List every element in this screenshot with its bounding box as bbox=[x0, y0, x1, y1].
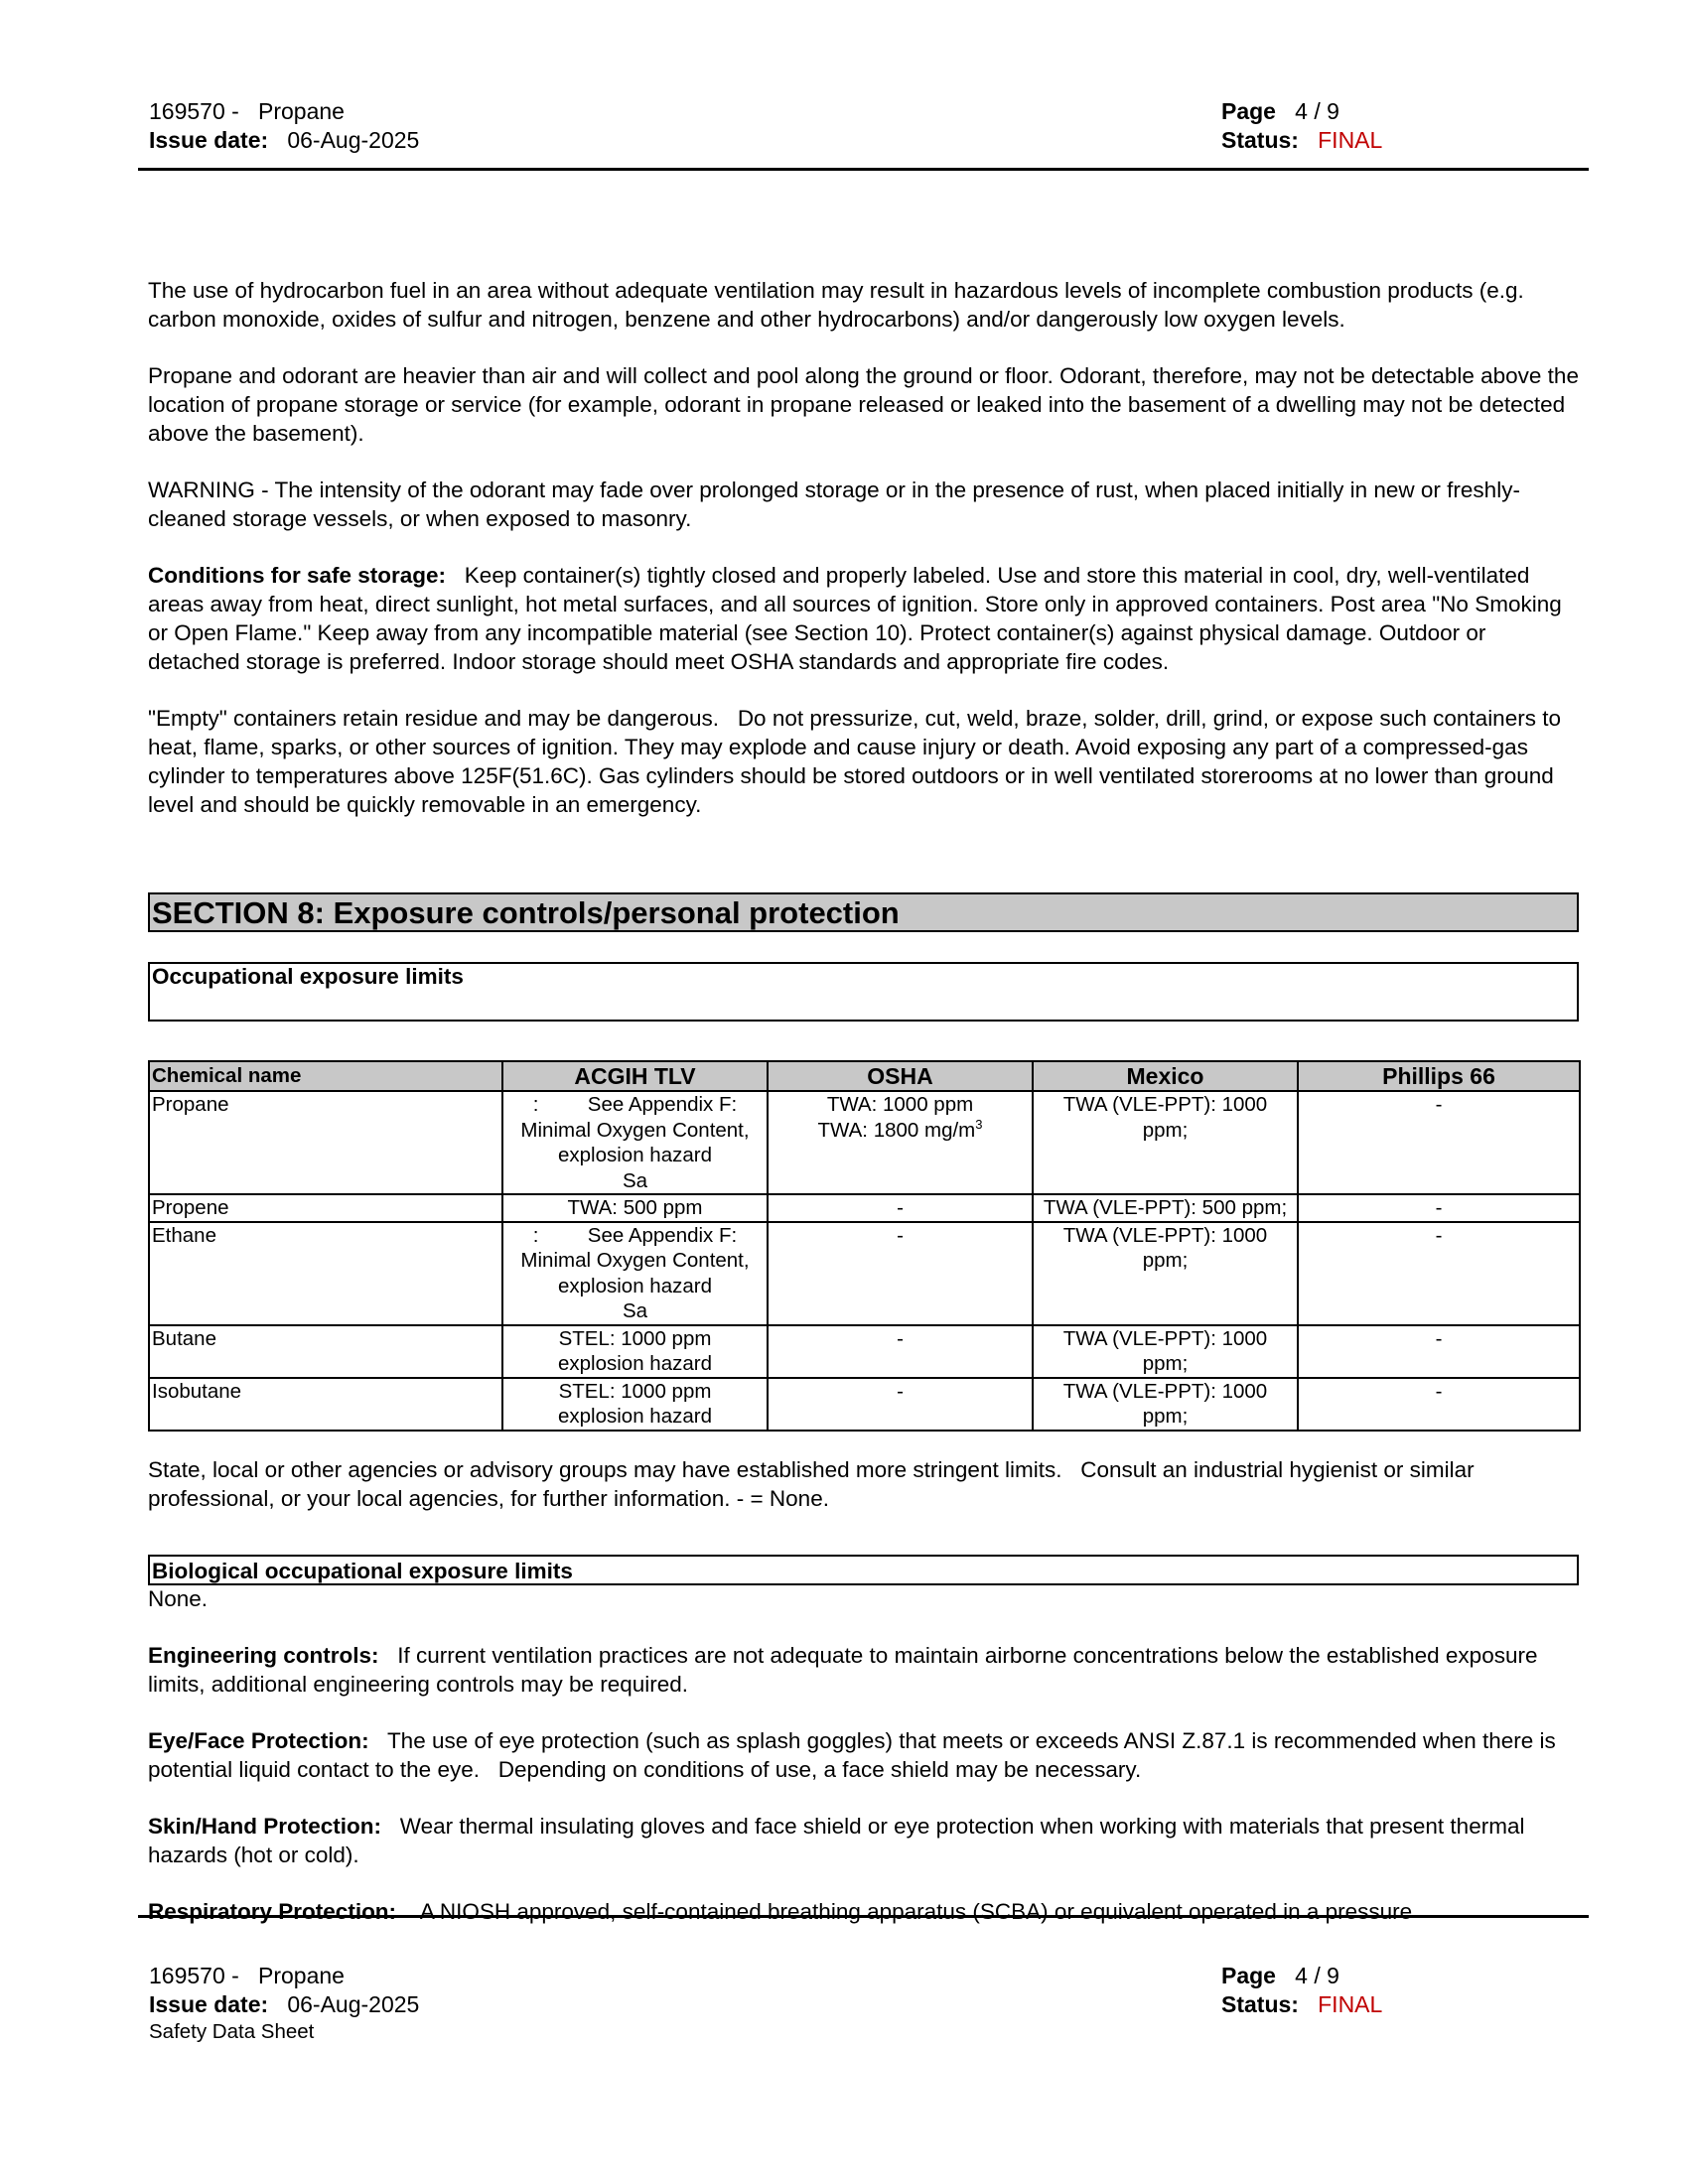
phillips66-cell: - bbox=[1298, 1222, 1580, 1325]
acgih-cell bbox=[502, 1222, 768, 1325]
engineering-paragraph bbox=[148, 1641, 1583, 1699]
table-row bbox=[149, 1222, 1580, 1325]
mexico-cell bbox=[1033, 1194, 1298, 1222]
storage-text-block bbox=[148, 276, 1583, 847]
status-value: FINAL bbox=[1318, 127, 1383, 153]
acgih-line: explosion hazard bbox=[558, 1405, 712, 1428]
osha-line: - bbox=[897, 1379, 904, 1403]
product-name: Propane bbox=[257, 98, 345, 124]
acgih-line: TWA: 500 ppm bbox=[567, 1196, 703, 1219]
acgih-cell bbox=[502, 1194, 768, 1222]
skin-label: Skin/Hand Protection: bbox=[148, 1814, 382, 1839]
mexico-line: TWA (VLE-PPT): 1000 bbox=[1062, 1223, 1268, 1247]
acgih-line: Sa bbox=[622, 1168, 648, 1192]
footer-rule bbox=[138, 1915, 1589, 1918]
safe-storage-text: Keep container(s) tightly closed and properly labeled. Use and store this material in cool, dry, well-ventilated areas away from heat, direct sunlight, hot metal surfaces, and all sources of ignition. Store only in approved containers. Post area "No Smoking or Open Flame." Keep away from any incompatible material (see Section 10). Protect container(s) against physical damage. Outdoor or detached storage is preferred. Indoor storage should meet OSHA standards and appropriate fire codes. bbox=[148, 563, 1562, 674]
col-header-phillips66: Phillips 66 bbox=[1298, 1061, 1580, 1091]
osha-line: - bbox=[897, 1326, 904, 1350]
skin-paragraph bbox=[148, 1812, 1583, 1869]
acgih-colon: : bbox=[532, 1223, 539, 1247]
safe-storage-paragraph bbox=[148, 561, 1583, 676]
acgih-line: explosion hazard bbox=[558, 1274, 712, 1297]
acgih-line: See Appendix F: bbox=[587, 1223, 738, 1247]
footer-status-label: Status: bbox=[1221, 1991, 1299, 2017]
exposure-limits-table bbox=[148, 1060, 1581, 1432]
osha-cell bbox=[768, 1091, 1033, 1194]
respiratory-text: A NIOSH approved, self-contained breathing apparatus (SCBA) or equivalent operated in a pressure bbox=[419, 1899, 1413, 1924]
oel-box bbox=[148, 962, 1579, 1022]
chemical-name: Butane bbox=[149, 1325, 502, 1378]
acgih-line: explosion hazard bbox=[558, 1352, 712, 1375]
mexico-line: TWA (VLE-PPT): 1000 bbox=[1062, 1093, 1268, 1116]
footer-issue-date: 06-Aug-2025 bbox=[287, 1991, 420, 2017]
empty-containers-text-b: Do not pressurize, cut, weld, braze, solder, drill, grind, or expose such containers to heat, flame, sparks, or other sources of ignition. They may explode and cause injury or death. Avoid exposing any part of a compressed-gas cylinder to temperatures above 125F(51.6C). Gas cylinders should be stored outdoors or in well ventilated storerooms at no lower than ground level and should be quickly removable in an emergency. bbox=[148, 706, 1561, 817]
ventilation-paragraph: The use of hydrocarbon fuel in an area without adequate ventilation may result in hazardous levels of incomplete combustion products (e.g. carbon monoxide, oxides of sulfur and nitrogen, benzene and other hydrocarbons) and/or dangerously low oxygen levels. bbox=[148, 278, 1524, 332]
mexico-cell bbox=[1033, 1091, 1298, 1194]
odorant-paragraph: Propane and odorant are heavier than air and will collect and pool along the ground or floor. Odorant, therefore, may not be detectable above the location of propane storage or service (for example, odorant in propane released or leaked into the basement of a dwelling may not be detected above the basement). bbox=[148, 363, 1579, 446]
osha-cell bbox=[768, 1222, 1033, 1325]
chemical-name: Isobutane bbox=[149, 1378, 502, 1431]
footer-doc-id: 169570 - bbox=[149, 1963, 239, 1988]
phillips66-cell: - bbox=[1298, 1378, 1580, 1431]
acgih-colon: : bbox=[532, 1093, 539, 1116]
col-header-osha: OSHA bbox=[768, 1061, 1033, 1091]
engineering-text: If current ventilation practices are not adequate to maintain airborne concentrations below the established exposure limits, additional engineering controls may be required. bbox=[148, 1643, 1538, 1697]
table-row bbox=[149, 1194, 1580, 1222]
table-row bbox=[149, 1378, 1580, 1431]
osha-superscript: 3 bbox=[975, 1116, 983, 1132]
table-row bbox=[149, 1091, 1580, 1194]
issue-label: Issue date: bbox=[149, 127, 269, 153]
mexico-line: TWA (VLE-PPT): 1000 bbox=[1062, 1326, 1268, 1350]
mexico-line: ppm; bbox=[1142, 1405, 1189, 1428]
acgih-cell bbox=[502, 1378, 768, 1431]
eye-text-b: Depending on conditions of use, a face shield may be necessary. bbox=[497, 1757, 1142, 1782]
respiratory-paragraph bbox=[148, 1897, 1583, 1926]
mexico-line: ppm; bbox=[1142, 1249, 1189, 1272]
chemical-name: Propane bbox=[149, 1091, 502, 1194]
chemical-name: Ethane bbox=[149, 1222, 502, 1325]
osha-cell bbox=[768, 1325, 1033, 1378]
section-8-heading: SECTION 8: Exposure controls/personal protection bbox=[148, 892, 1579, 932]
acgih-line: See Appendix F: bbox=[587, 1093, 738, 1116]
footer-sds-label: Safety Data Sheet bbox=[149, 2020, 315, 2043]
bio-oel-value: None. bbox=[148, 1586, 209, 1611]
oel-label: Occupational exposure limits bbox=[152, 964, 464, 989]
footer-status-value: FINAL bbox=[1318, 1991, 1383, 2017]
eye-label: Eye/Face Protection: bbox=[148, 1728, 369, 1753]
skin-text: Wear thermal insulating gloves and face shield or eye protection when working with materials that present thermal hazards (hot or cold). bbox=[148, 1814, 1525, 1867]
engineering-label: Engineering controls: bbox=[148, 1643, 379, 1668]
phillips66-cell: - bbox=[1298, 1194, 1580, 1222]
osha-line: - bbox=[897, 1196, 904, 1219]
eye-paragraph bbox=[148, 1726, 1583, 1784]
acgih-line: Minimal Oxygen Content, bbox=[520, 1118, 750, 1142]
osha-line: TWA: 1800 mg/m bbox=[817, 1118, 976, 1142]
chemical-name: Propene bbox=[149, 1194, 502, 1222]
acgih-line: Minimal Oxygen Content, bbox=[520, 1249, 750, 1272]
acgih-cell bbox=[502, 1091, 768, 1194]
acgih-line: Sa bbox=[622, 1299, 648, 1322]
footer-issue-label: Issue date: bbox=[149, 1991, 269, 2017]
doc-id: 169570 - bbox=[149, 98, 239, 124]
phillips66-cell: - bbox=[1298, 1325, 1580, 1378]
empty-containers-text-a: "Empty" containers retain residue and may be dangerous. bbox=[148, 706, 720, 731]
bio-oel-box bbox=[148, 1555, 1579, 1585]
empty-containers-paragraph bbox=[148, 704, 1583, 819]
bio-oel-label: Biological occupational exposure limits bbox=[152, 1559, 573, 1583]
mexico-cell bbox=[1033, 1325, 1298, 1378]
acgih-cell bbox=[502, 1325, 768, 1378]
mexico-line: ppm; bbox=[1142, 1118, 1189, 1142]
osha-line: - bbox=[897, 1223, 904, 1247]
limits-note bbox=[148, 1455, 1583, 1541]
mexico-cell bbox=[1033, 1378, 1298, 1431]
col-header-chemical: Chemical name bbox=[149, 1061, 502, 1091]
col-header-mexico: Mexico bbox=[1033, 1061, 1298, 1091]
header-rule bbox=[138, 168, 1589, 171]
osha-cell bbox=[768, 1194, 1033, 1222]
table-row bbox=[149, 1325, 1580, 1378]
eye-text-a: The use of eye protection (such as splash goggles) that meets or exceeds ANSI Z.87.1 is recommended when there is potential liquid contact to the eye. bbox=[148, 1728, 1556, 1782]
footer-page-number: 4 / 9 bbox=[1295, 1963, 1339, 1988]
acgih-line: STEL: 1000 ppm bbox=[558, 1379, 712, 1403]
mexico-line: TWA (VLE-PPT): 1000 bbox=[1062, 1379, 1268, 1403]
acgih-line: STEL: 1000 ppm bbox=[558, 1326, 712, 1350]
limits-note-a: State, local or other agencies or advisory groups may have established more stringent limits. bbox=[148, 1457, 1062, 1482]
col-header-acgih: ACGIH TLV bbox=[502, 1061, 768, 1091]
warning-paragraph: WARNING - The intensity of the odorant may fade over prolonged storage or in the presence of rust, when placed initially in new or freshly-cleaned storage vessels, or when exposed to masonry. bbox=[148, 478, 1520, 531]
respiratory-label: Respiratory Protection: bbox=[148, 1899, 397, 1924]
mexico-line: TWA (VLE-PPT): 500 ppm; bbox=[1043, 1196, 1288, 1219]
osha-cell bbox=[768, 1378, 1033, 1431]
limits-note-b: Consult an industrial hygienist or similar professional, or your local agencies, for further information. - = None. bbox=[148, 1457, 1475, 1511]
page-label: Page bbox=[1221, 98, 1276, 124]
mexico-cell bbox=[1033, 1222, 1298, 1325]
mexico-line: ppm; bbox=[1142, 1352, 1189, 1375]
footer-page-label: Page bbox=[1221, 1963, 1276, 1988]
protection-block bbox=[148, 1584, 1583, 1954]
phillips66-cell: - bbox=[1298, 1091, 1580, 1194]
safe-storage-label: Conditions for safe storage: bbox=[148, 563, 447, 588]
footer-product-name: Propane bbox=[257, 1963, 345, 1988]
acgih-line: explosion hazard bbox=[558, 1144, 712, 1166]
osha-line: TWA: 1000 ppm bbox=[826, 1093, 974, 1116]
page-number: 4 / 9 bbox=[1295, 98, 1339, 124]
table-header-row bbox=[149, 1061, 1580, 1091]
issue-date: 06-Aug-2025 bbox=[287, 127, 420, 153]
status-label: Status: bbox=[1221, 127, 1299, 153]
